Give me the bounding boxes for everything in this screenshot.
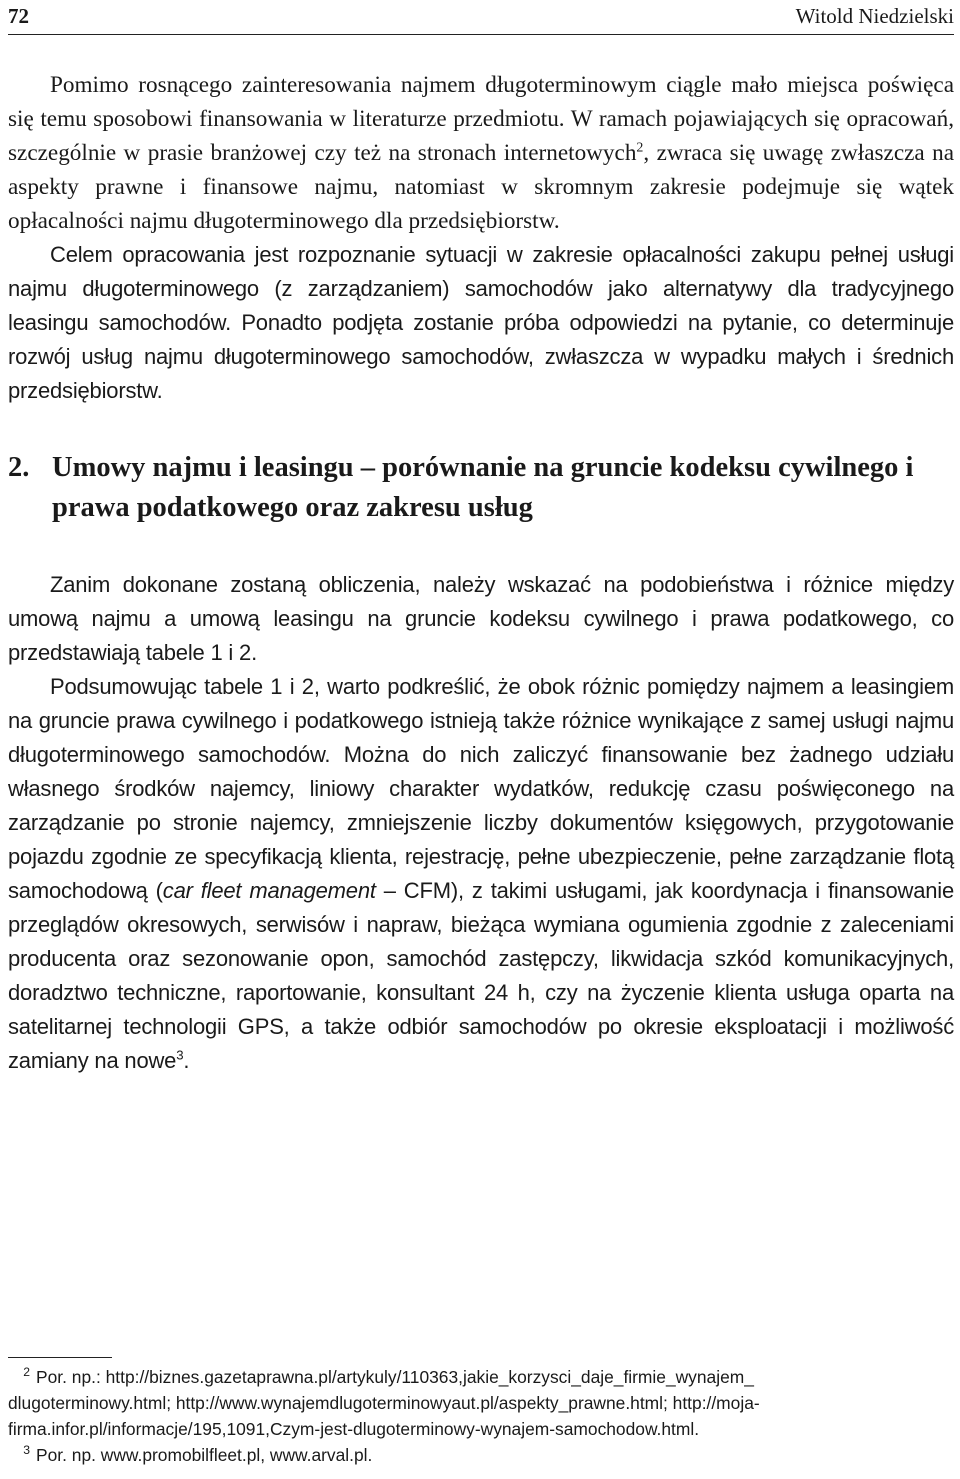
paragraph-1-text-b: , zwraca się uwagę zwłaszcza na aspekty prawne i finansowe najmu, natomiast w skromnym zakresie podejmuje się wątek opłacalności najmu długoterminowego dla przedsiębiorstw. xyxy=(8,140,954,234)
footnote-divider xyxy=(8,1357,112,1358)
paragraph-4-text-c: . xyxy=(183,1048,190,1073)
footnote-3 xyxy=(8,1442,954,1468)
paragraph-2: Celem opracowania jest rozpoznanie sytuacji w zakresie opłacalności zakupu pełnej usługi najmu długoterminowego (z zarządzaniem) samochodów jako alternatywy dla tradycyjnego leasingu samochodów. Ponadto podjęta zostanie próba odpowiedzi na pytanie, co determinuje rozwój usług najmu długoterminowego samochodów, zwłaszcza w wypadku małych i średnich przedsiębiorstw. xyxy=(8,242,954,403)
paragraph-3: Zanim dokonane zostaną obliczenia, należy wskazać na podobieństwa i różnice między umową najmu a umową leasingu na gruncie kodeksu cywilnego i prawa podatkowego, co przedstawiają tabele 1 i 2. xyxy=(8,572,954,665)
footnote-2-line-2: dlugoterminowy.html; http://www.wynajemdlugoterminowyaut.pl/aspekty_prawne.html; http://moja- xyxy=(8,1393,760,1413)
running-header xyxy=(8,0,954,35)
section-heading xyxy=(8,448,954,528)
paragraph-1 xyxy=(8,68,954,238)
paragraph-4 xyxy=(8,670,954,1078)
footnote-ref-3: 3 xyxy=(176,1047,184,1063)
page-number: 72 xyxy=(8,4,29,28)
footnote-3-mark: 3 xyxy=(23,1443,30,1458)
paragraph-4-text-a: Podsumowując tabele 1 i 2, warto podkreślić, że obok różnic pomiędzy najmem a leasingiem na gruncie prawa cywilnego i podatkowego istnieją także różnice wynikające z samej usługi najmu długoterminowego samochodów. Można do nich zaliczyć finansowanie bez żadnego udziału własnego środków najemcy, liniowy charakter wydatków, redukcję czasu poświęconego na zarządzanie po stronie najemcy, zmniejszenie liczby dokumentów księgowych, przygotowanie pojazdu zgodnie ze specyfikacją klienta, rejestrację, pełne ubezpieczenie, pełne zarządzanie flotą samochodową ( xyxy=(8,674,954,903)
section-title: Umowy najmu i leasingu – porównanie na gruncie kodeksu cywilnego i prawa podatkowego oraz zakresu usług xyxy=(52,452,914,523)
footnote-ref-2: 2 xyxy=(636,140,644,156)
author-name: Witold Niedzielski xyxy=(795,4,954,28)
paragraph-4-italic-term: car fleet management xyxy=(162,878,376,903)
footnote-2-mark: 2 xyxy=(23,1365,30,1380)
section-number: 2. xyxy=(8,452,30,483)
document-page xyxy=(8,0,954,1479)
footnote-2 xyxy=(8,1364,954,1442)
footnotes xyxy=(8,1357,954,1468)
footnote-2-line-3: firma.infor.pl/informacje/195,1091,Czym-jest-dlugoterminowy-wynajem-samochodow.html. xyxy=(8,1419,700,1439)
footnote-3-text: Por. np. www.promobilfleet.pl, www.arval.pl. xyxy=(36,1445,373,1465)
footnote-2-line-1: Por. np.: http://biznes.gazetaprawna.pl/artykuly/110363,jakie_korzysci_daje_firmie_wynajem_ xyxy=(36,1367,754,1387)
body-text xyxy=(8,68,954,1078)
paragraph-1-text-a: Pomimo rosnącego zainteresowania najmem długoterminowym ciągle mało miejsca poświęca się temu sposobowi finansowania w literaturze przedmiotu. W ramach pojawiających się opracowań, szczególnie w prasie branżowej czy też na stronach internetowych xyxy=(8,72,954,166)
paragraph-4-text-b: – CFM), z takimi usługami, jak koordynacja i finansowanie przeglądów okresowych, serwisów i napraw, bieżąca wymiana ogumienia zgodnie z zaleceniami producenta oraz sezonowanie opon, samochód zastępczy, likwidacja szkód komunikacyjnych, doradztwo techniczne, raportowanie, konsultant 24 h, czy na życzenie klienta usługa oparta na satelitarnej technologii GPS, a także odbiór samochodów po okresie eksploatacji i możliwość zamiany na nowe xyxy=(8,878,954,1073)
